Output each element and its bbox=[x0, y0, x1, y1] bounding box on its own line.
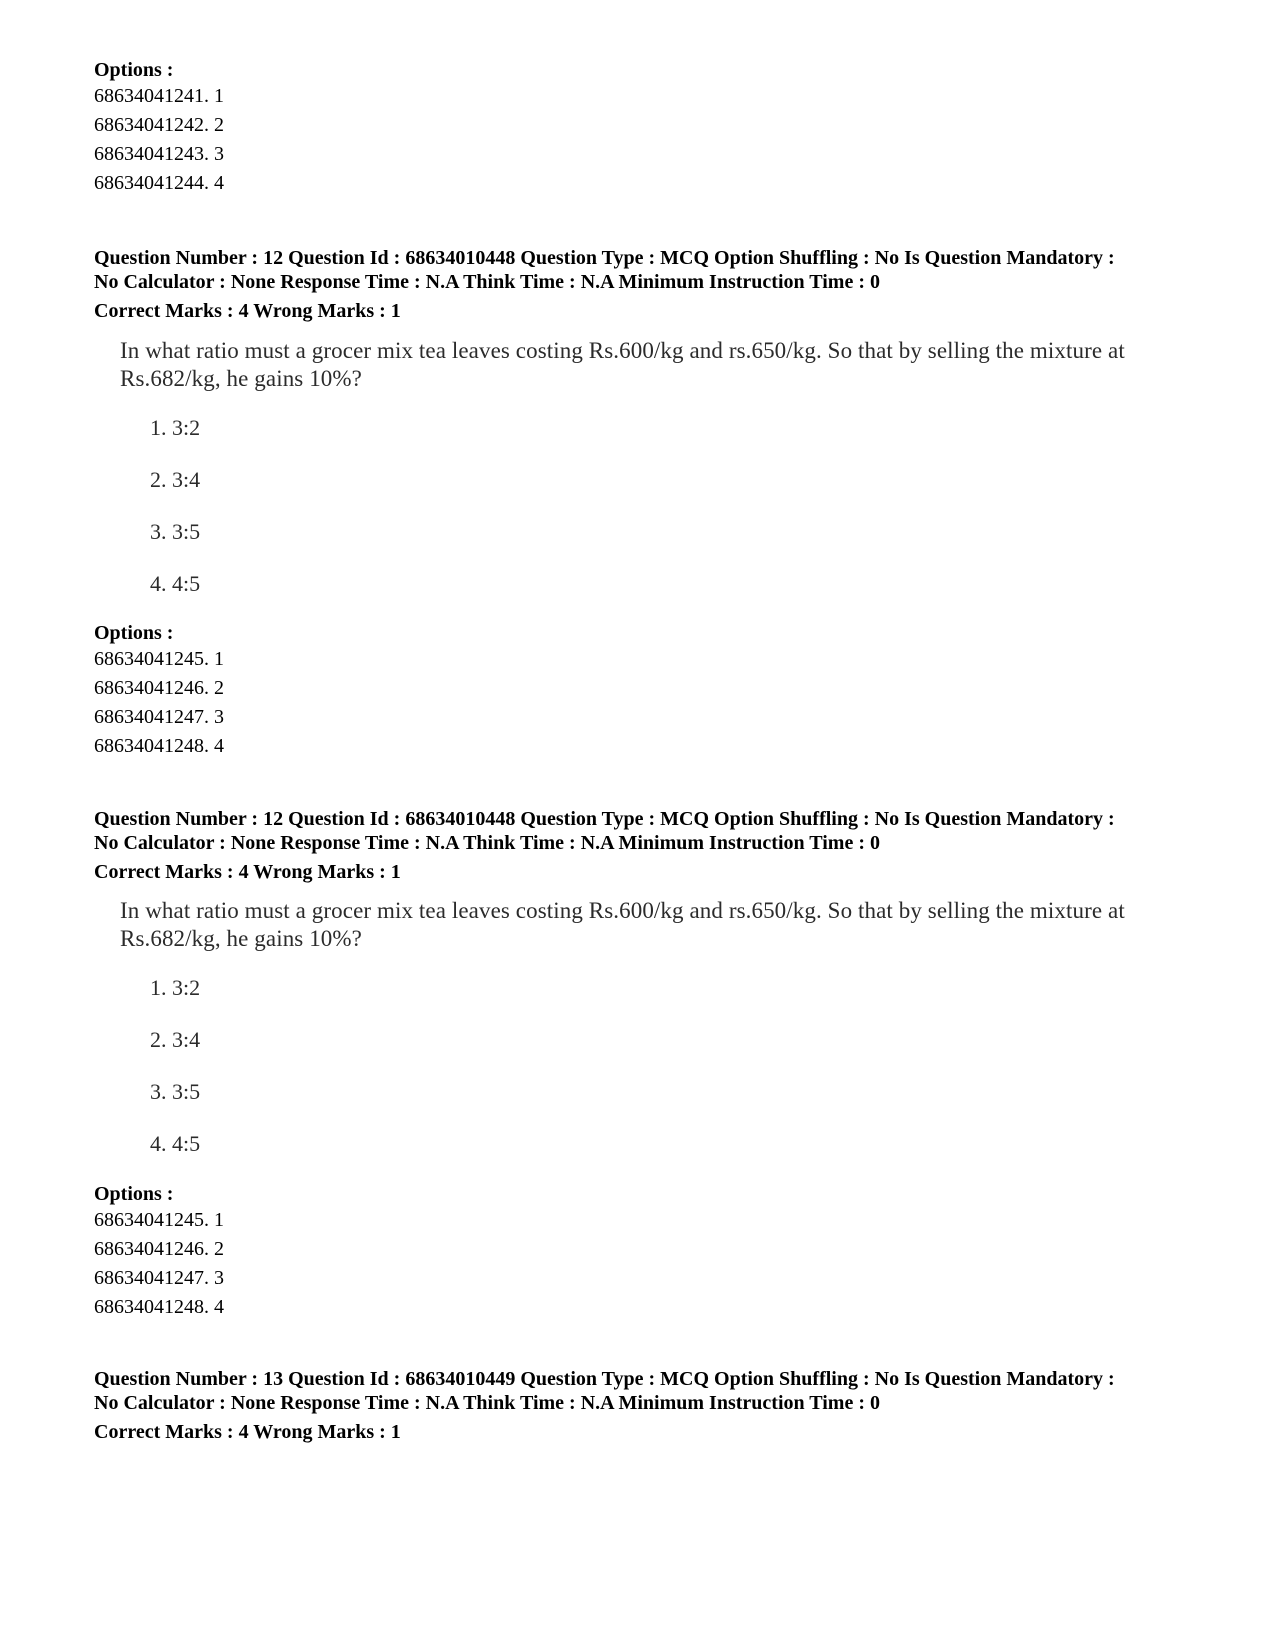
question-marks: Correct Marks : 4 Wrong Marks : 1 bbox=[94, 300, 401, 322]
question-text-line1: In what ratio must a grocer mix tea leaves costing Rs.600/kg and rs.650/kg. So that by selling the mixture at bbox=[120, 898, 1125, 923]
question-image bbox=[120, 337, 1210, 393]
answer-choice: 4. 4:5 bbox=[150, 1131, 201, 1156]
answer-choice: 4. 4:5 bbox=[150, 571, 201, 596]
answer-choice: 3. 3:5 bbox=[150, 1079, 201, 1104]
option-id-line: 68634041241. 1 bbox=[94, 85, 224, 107]
option-id-line: 68634041245. 1 bbox=[94, 1209, 224, 1231]
question-marks: Correct Marks : 4 Wrong Marks : 1 bbox=[94, 861, 401, 883]
question-meta-line1: Question Number : 13 Question Id : 68634010449 Question Type : MCQ Option Shuffling : No Is Question Mandatory : bbox=[94, 1368, 1115, 1390]
option-id-line: 68634041246. 2 bbox=[94, 677, 224, 699]
question-meta-line1: Question Number : 12 Question Id : 68634010448 Question Type : MCQ Option Shuffling : No Is Question Mandatory : bbox=[94, 247, 1115, 269]
question-meta-line2: No Calculator : None Response Time : N.A Think Time : N.A Minimum Instruction Time : 0 bbox=[94, 832, 880, 854]
question-header bbox=[94, 1367, 1214, 1444]
option-id-line: 68634041248. 4 bbox=[94, 735, 224, 757]
question-header bbox=[94, 246, 1214, 323]
options-section bbox=[94, 621, 1214, 761]
answer-choice: 3. 3:5 bbox=[150, 519, 201, 544]
option-id-line: 68634041247. 3 bbox=[94, 706, 224, 728]
question-text-line2: Rs.682/kg, he gains 10%? bbox=[120, 366, 362, 391]
question-image bbox=[120, 897, 1210, 953]
answer-choice: 2. 3:4 bbox=[150, 467, 201, 492]
option-id-line: 68634041245. 1 bbox=[94, 648, 224, 670]
question-marks: Correct Marks : 4 Wrong Marks : 1 bbox=[94, 1421, 401, 1443]
option-id-line: 68634041246. 2 bbox=[94, 1238, 224, 1260]
question-meta-line1: Question Number : 12 Question Id : 68634010448 Question Type : MCQ Option Shuffling : No Is Question Mandatory : bbox=[94, 808, 1115, 830]
option-id-line: 68634041244. 4 bbox=[94, 172, 224, 194]
option-id-line: 68634041248. 4 bbox=[94, 1296, 224, 1318]
question-meta-line2: No Calculator : None Response Time : N.A Think Time : N.A Minimum Instruction Time : 0 bbox=[94, 1392, 880, 1414]
answer-choice: 1. 3:2 bbox=[150, 415, 201, 440]
answer-choice: 2. 3:4 bbox=[150, 1027, 201, 1052]
question-text-line2: Rs.682/kg, he gains 10%? bbox=[120, 926, 362, 951]
answer-choice: 1. 3:2 bbox=[150, 975, 201, 1000]
options-label: Options : bbox=[94, 59, 174, 81]
question-text-line1: In what ratio must a grocer mix tea leaves costing Rs.600/kg and rs.650/kg. So that by selling the mixture at bbox=[120, 338, 1125, 363]
option-id-line: 68634041243. 3 bbox=[94, 143, 224, 165]
option-id-line: 68634041242. 2 bbox=[94, 114, 224, 136]
options-section bbox=[94, 1182, 1214, 1322]
question-meta-line2: No Calculator : None Response Time : N.A Think Time : N.A Minimum Instruction Time : 0 bbox=[94, 271, 880, 293]
option-id-line: 68634041247. 3 bbox=[94, 1267, 224, 1289]
question-header bbox=[94, 807, 1214, 884]
options-section bbox=[94, 58, 1214, 198]
options-label: Options : bbox=[94, 1183, 174, 1205]
options-label: Options : bbox=[94, 622, 174, 644]
